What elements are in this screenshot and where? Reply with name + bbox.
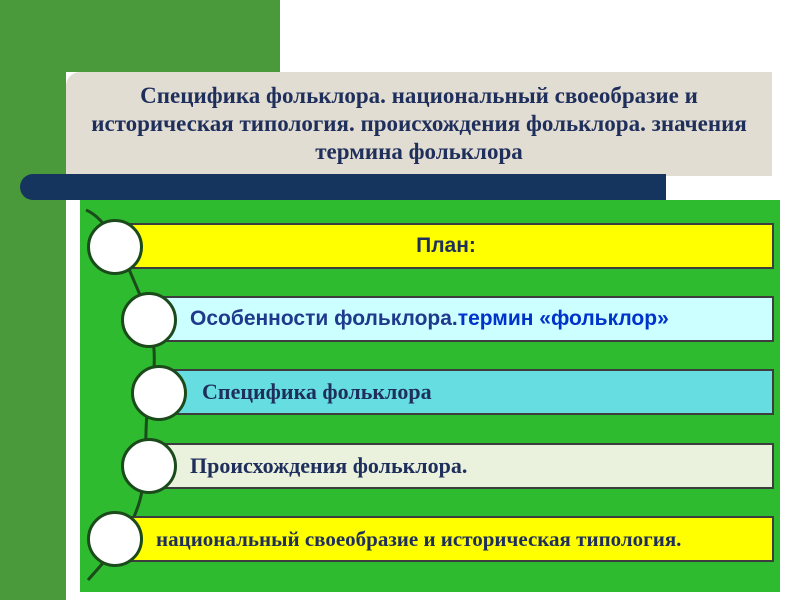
- list-item-features: [150, 296, 774, 342]
- list-item-plan: [118, 223, 774, 269]
- top-decor-band: [0, 0, 280, 72]
- bullet-circle: [121, 292, 177, 348]
- left-decor-band: [0, 0, 66, 600]
- divider-bar: [20, 174, 666, 200]
- list-item-specifics: [160, 369, 774, 415]
- list-item-label: Специфика фольклора: [202, 379, 432, 404]
- slide-title: Специфика фольклора. национальный своеобразие и историческая типология. происхождения фольклора. значения термина фольклора: [91, 83, 747, 164]
- bullet-circle: [121, 438, 177, 494]
- list-item-national: [120, 516, 774, 562]
- bullet-circle: [131, 365, 187, 421]
- list-item-origin: [152, 443, 774, 489]
- title-box: [66, 72, 772, 176]
- list-item-label: Происхождения фольклора.: [190, 453, 468, 478]
- list-item-label: План:: [416, 234, 476, 257]
- bullet-circle: [87, 219, 143, 275]
- list-item-label: Особенности фольклора.: [190, 307, 458, 330]
- list-item-label-term: термин «фольклор»: [457, 307, 669, 330]
- bullet-circle: [87, 511, 143, 567]
- list-item-label: национальный своеобразие и историческая типология.: [156, 526, 682, 551]
